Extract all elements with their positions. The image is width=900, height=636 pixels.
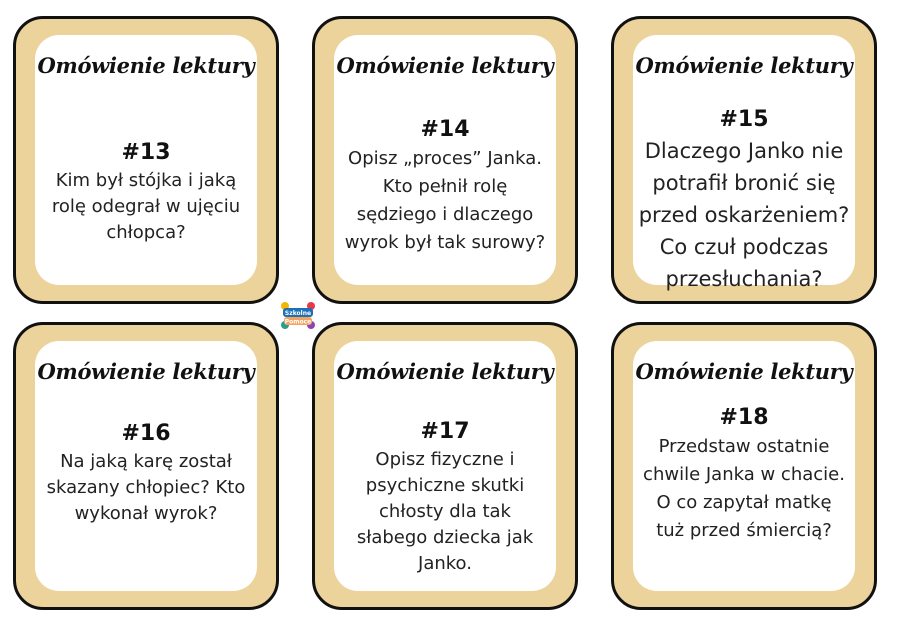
card-15 xyxy=(611,16,877,304)
card-inner xyxy=(35,35,257,285)
card-18 xyxy=(611,322,877,610)
card-body xyxy=(633,403,855,545)
card-number: #15 xyxy=(719,107,769,132)
card-inner xyxy=(633,35,855,291)
card-body xyxy=(334,417,556,577)
card-body xyxy=(35,419,257,527)
card-question: Opisz „proces” Janka. Kto pełnił rolę sędziego i dlaczego wyrok był tak surowy? xyxy=(344,148,546,253)
card-16 xyxy=(13,322,279,610)
card-14 xyxy=(312,16,578,304)
card-title: Omówienie lektury xyxy=(336,359,554,384)
card-inner xyxy=(334,341,556,591)
card-question: Na jaką karę został skazany chłopiec? Kto wykonał wyrok? xyxy=(46,451,246,524)
card-body xyxy=(334,115,556,257)
card-body xyxy=(633,105,855,295)
card-inner xyxy=(633,341,855,591)
svg-text:Szkolne: Szkolne xyxy=(284,310,312,317)
card-question: Przedstaw ostatnie chwile Janka w chacie. O co zapytał matkę tuż przed śmiercią? xyxy=(643,436,845,541)
card-title: Omówienie lektury xyxy=(37,359,255,384)
card-13 xyxy=(13,16,279,304)
card-number: #14 xyxy=(420,117,470,142)
card-number: #18 xyxy=(719,405,769,430)
card-question: Kim był stójka i jaką rolę odegrał w ujęciu chłopca? xyxy=(51,170,241,243)
card-17 xyxy=(312,322,578,610)
svg-text:Pomoce: Pomoce xyxy=(284,318,312,326)
card-number: #17 xyxy=(420,419,470,444)
card-title: Omówienie lektury xyxy=(635,359,853,384)
card-body xyxy=(35,138,257,246)
card-inner xyxy=(35,341,257,591)
card-title: Omówienie lektury xyxy=(37,53,255,78)
card-inner xyxy=(334,35,556,285)
card-question: Dlaczego Janko nie potrafił bronić się przed oskarżeniem? Co czuł podczas przesłuchania? xyxy=(638,139,850,291)
card-question: Opisz fizyczne i psychiczne skutki chłosty dla tak słabego dziecka jak Janko. xyxy=(356,449,534,574)
card-number: #13 xyxy=(121,140,171,165)
school-helpers-logo-icon xyxy=(279,298,317,332)
card-title: Omówienie lektury xyxy=(635,53,853,78)
card-number: #16 xyxy=(121,421,171,446)
card-title: Omówienie lektury xyxy=(336,53,554,78)
